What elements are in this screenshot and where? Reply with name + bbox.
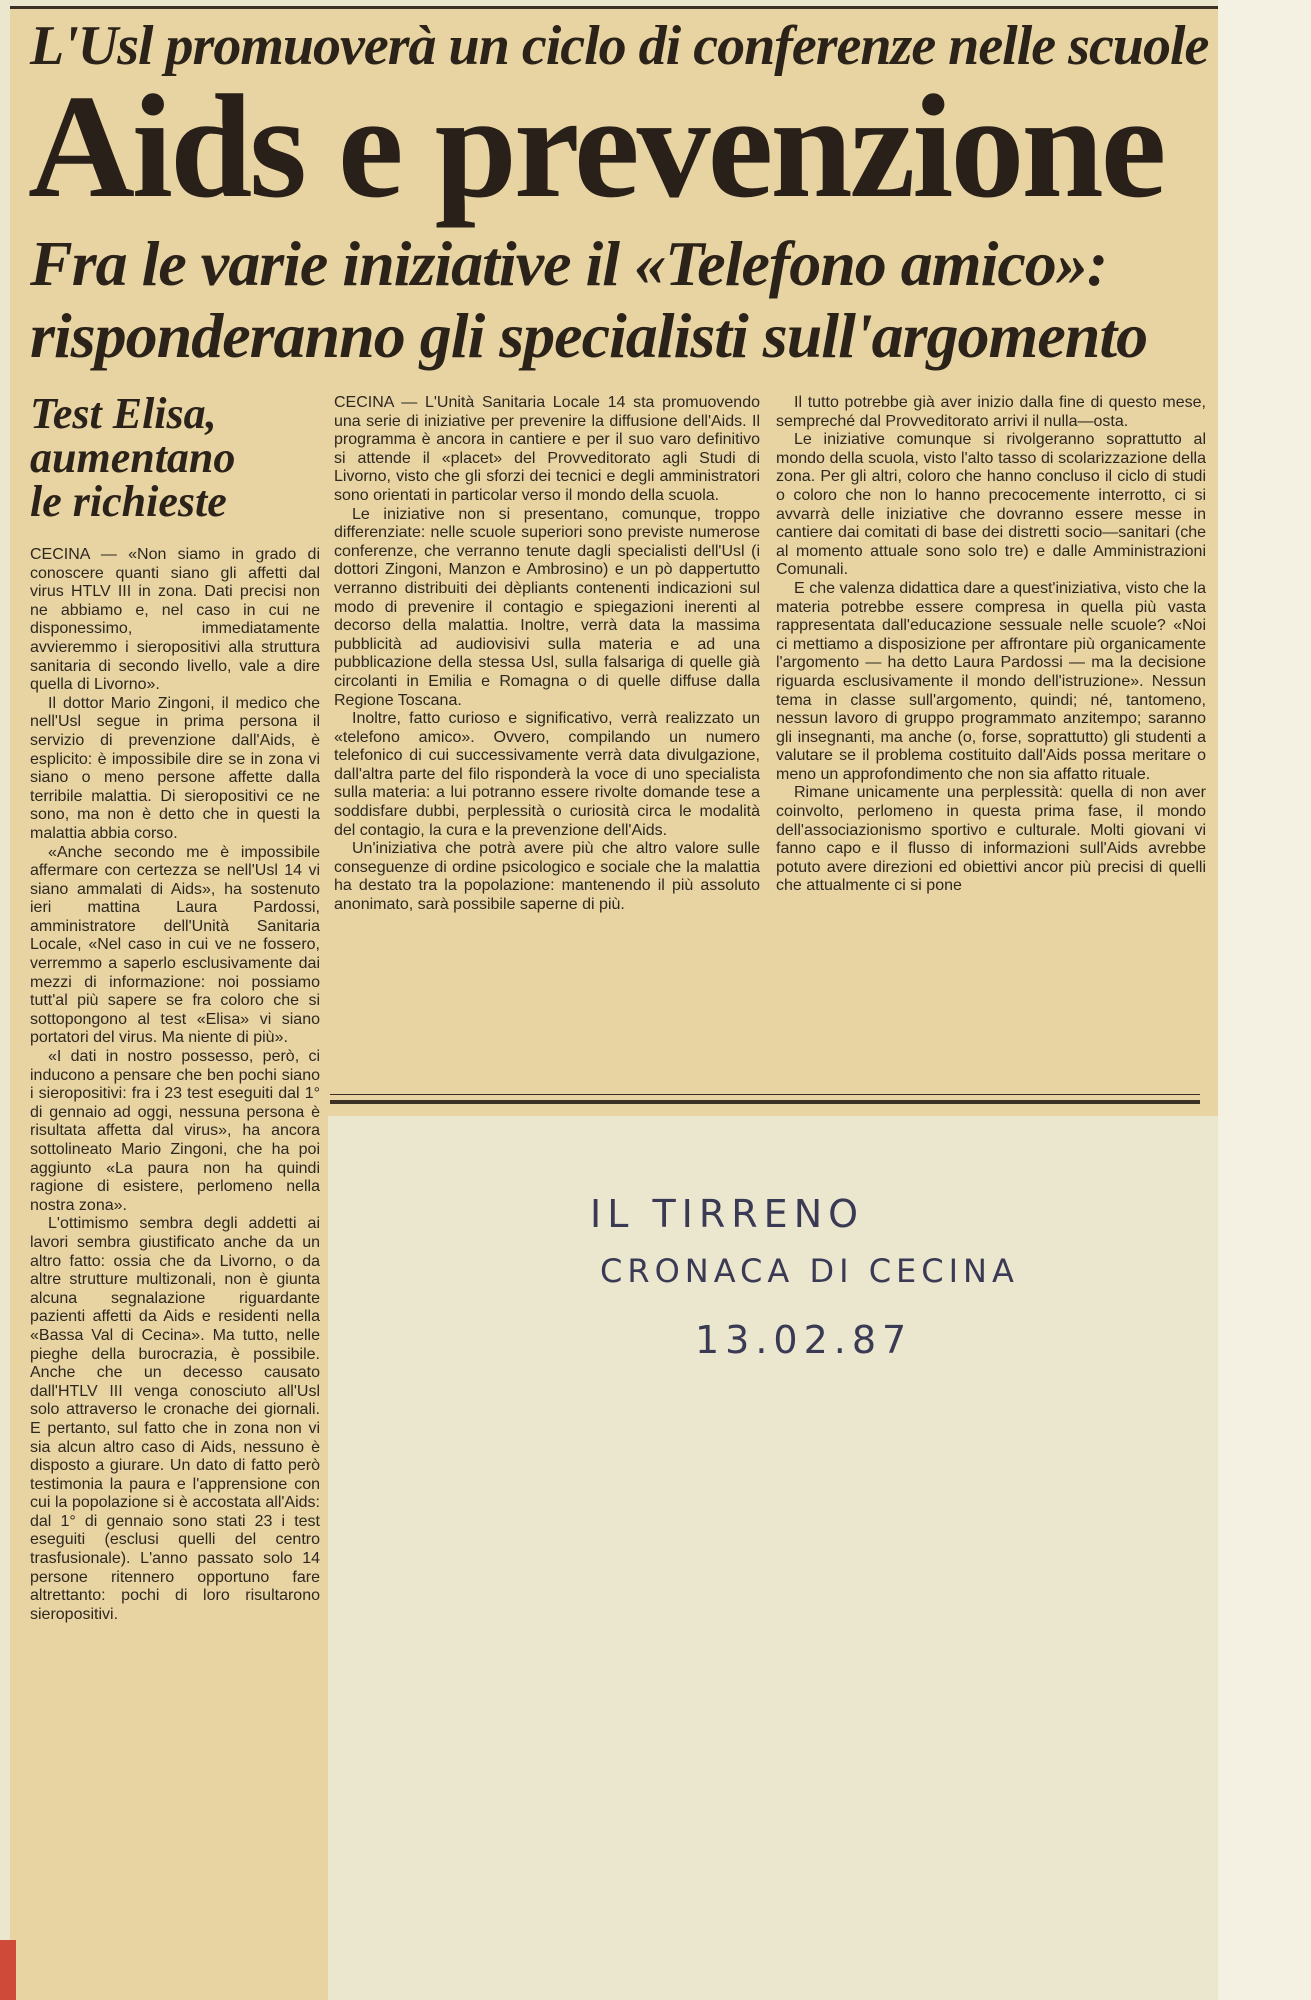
article-kicker: L'Usl promuoverà un ciclo di conferenze nelle scuole [30,15,1209,77]
paragraph: Il tutto potrebbe già aver inizio dalla fine di questo mese, sempreché dal Provveditorato arrivi il nulla—osta. [776,394,1206,430]
main-column-1 [334,394,760,915]
paragraph: CECINA — «Non siamo in grado di conoscere quanti siano gli affetti dal virus HTLV III in zona. Dati precisi non ne abbiamo e, nel caso in cui ne disponessimo, immediatamente avvieremmo i sieropositivi alla struttura sanitaria di secondo livello, vale a dire quella di Livorno». [30,546,320,694]
sidebar-headline-line-2: aumentano [30,433,236,482]
sidebar-headline [30,389,330,526]
main-column-2 [776,394,1206,896]
paragraph: «I dati in nostro possesso, però, ci inducono a pensare che ben pochi siano i sieropositivi: fra i 23 test eseguiti dal 1° di gennaio ad oggi, nessuna persona è risultata affetta dal virus», ha ancora sottolineato Mario Zingoni, che ha poi aggiunto «La paura non ha quindi ragione di esistere, perlomeno nella nostra zona». [30,1048,320,1214]
paragraph: CECINA — L'Unità Sanitaria Locale 14 sta promuovendo una serie di iniziative per prevenire la diffusione dell'Aids. Il programma è ancora in cantiere e per il suo varo definitivo si attende il «placet» del Provveditorato agli Studi di Livorno, visto che gli sforzi dei tecnici e degli amministratori sono orientati in particolar verso il mondo della scuola. [334,394,760,504]
sidebar-column [30,546,320,1624]
paragraph: E che valenza didattica dare a quest'iniziativa, visto che la materia potrebbe essere compresa in quella più vasta rappresentata dall'educazione sessuale nelle scuole? «Noi ci mettiamo a disposizione per affrontare più organicamente l'argomento — ha detto Laura Pardossi — ma la decisione riguarda esclusivamente il mondo dell'istruzione». Nessun tema in classe sull'argomento, quindi; né, tantomeno, nessun lavoro di gruppo programmato anzitempo; saranno gli insegnanti, ma anche (o, forse, soprattutto) gli studenti a valutare se il problema costituito dall'Aids possa meritare o meno un approfondimento che non sia affatto rituale. [776,579,1206,783]
paragraph: Il dottor Mario Zingoni, il medico che nell'Usl segue in prima persona il servizio di prevenzione dall'Aids, è esplicito: è impossibile dire se in zona vi siano o meno persone affette dalla terribile malattia. Di sieropositivi ce ne sono, ma non è detto che in questi la malattia abbia corso. [30,694,320,842]
article-headline: Aids e prevenzione [28,65,1164,229]
handwritten-section-name: CRONACA DI CECINA [600,1252,1019,1290]
paragraph: Inoltre, fatto curioso e significativo, verrà realizzato un «telefono amico». Ovvero, compilando un numero telefonico di cui successivamente verrà data divulgazione, dall'altra parte del filo risponderà la voce di uno specialista sulla materia: a lui potranno essere rivolte domande tese a soddisfare dubbi, perplessità o curiosità circa le modalità del contagio, la cura e la prevenzione dell'Aids. [334,710,760,839]
sidebar-headline-line-3: le richieste [30,477,227,526]
subhead-line-1: Fra le varie iniziative il «Telefono amico»: [30,228,1108,299]
sidebar-headline-line-1: Test Elisa, [30,389,217,438]
paragraph: Un'iniziativa che potrà avere più che altro valore sulle conseguenze di ordine psicologico e sociale che la malattia ha destato tra la popolazione: mantenendo il più assoluto anonimato, sarà possibile saperne di più. [334,840,760,914]
binder-tab [0,1940,16,2000]
top-rule [10,6,1218,9]
paragraph: Rimane unicamente una perplessità: quella di non aver coinvolto, perlomeno in questa prima fase, il mondo dell'associazionismo sportivo e culturale. Molti giovani vi fanno capo e il flusso di informazioni sull'Aids avrebbe potuto avere direzioni ed obiettivi ancor più precisi di quelli che attualmente ci si pone [776,784,1206,895]
article-end-rule [330,1100,1200,1104]
subhead-line-2: risponderanno gli specialisti sull'argomento [30,300,1148,371]
article-subhead [30,228,1210,372]
page-margin [1218,0,1311,2000]
paragraph: Le iniziative non si presentano, comunque, troppo differenziate: nelle scuole superiori sono previste numerose conferenze, che verranno tenute dagli specialisti dell'Usl (i dottori Zingoni, Manzon e Ambrosino) e un pò dappertutto verranno distribuiti dei dèpliants contenenti indicazioni sul modo di prevenire il contagio e spiegazioni inerenti al decorso della malattia. Inoltre, verrà data la massima pubblicità ad audiovisivi sulla materia e ad una pubblicazione della stessa Usl, sulla falsariga di quelle già circolanti in Emilia e Romagna o di quelle diffuse dalla Regione Toscana. [334,505,760,709]
handwritten-newspaper-name: IL TIRRENO [590,1192,865,1236]
paragraph: L'ottimismo sembra degli addetti ai lavori sembra giustificato anche da un altro fatto: ossia che da Livorno, o da altre strutture multizonali, non è giunta alcuna segnalazione riguardante pazienti affetti da Aids e residenti nella «Bassa Val di Cecina». Ma tutto, nelle pieghe della burocrazia, è possibile. Anche che un decesso causato dall'HTLV III venga conosciuto all'Usl solo attraverso le cronache dei giornali. E pertanto, sul fatto che in zona non vi sia alcun altro caso di Aids, nessuno è disposto a giurare. Un dato di fatto però testimonia la paura e l'apprensione con cui la popolazione si è accostata all'Aids: dal 1° di gennaio sono stati 23 i test eseguiti (esclusi quelli del centro trasfusionale). L'anno passato solo 14 persone ritennero opportuno fare altrettanto: pochi di loro risultarono sieropositivi. [30,1215,320,1623]
handwritten-date: 13.02.87 [695,1318,913,1362]
paragraph: Le iniziative comunque si rivolgeranno soprattutto al mondo della scuola, visto l'alto tasso di scolarizzazione della zona. Per gli altri, coloro che hanno concluso il ciclo di studi o coloro che non lo hanno precocemente interrotto, ci si avvarrà delle iniziative che dovranno essere messe in cantiere dai comitati di base dei distretti socio—sanitari (che al momento attuale sono solo tre) e dalle Amministrazioni Comunali. [776,431,1206,579]
article-end-thin-rule [330,1094,1200,1095]
paragraph: «Anche secondo me è impossibile affermare con certezza se nell'Usl 14 vi siano ammalati di Aids», ha sostenuto ieri mattina Laura Pardossi, amministratore dell'Unità Sanitaria Locale, «Nel caso in cui ve ne fossero, verremmo a saperlo esclusivamente dai mezzi di informazione: noi possiamo tutt'al più sapere se fra coloro che si sottopongono al test «Elisa» vi siano portatori del virus. Ma niente di più». [30,843,320,1047]
